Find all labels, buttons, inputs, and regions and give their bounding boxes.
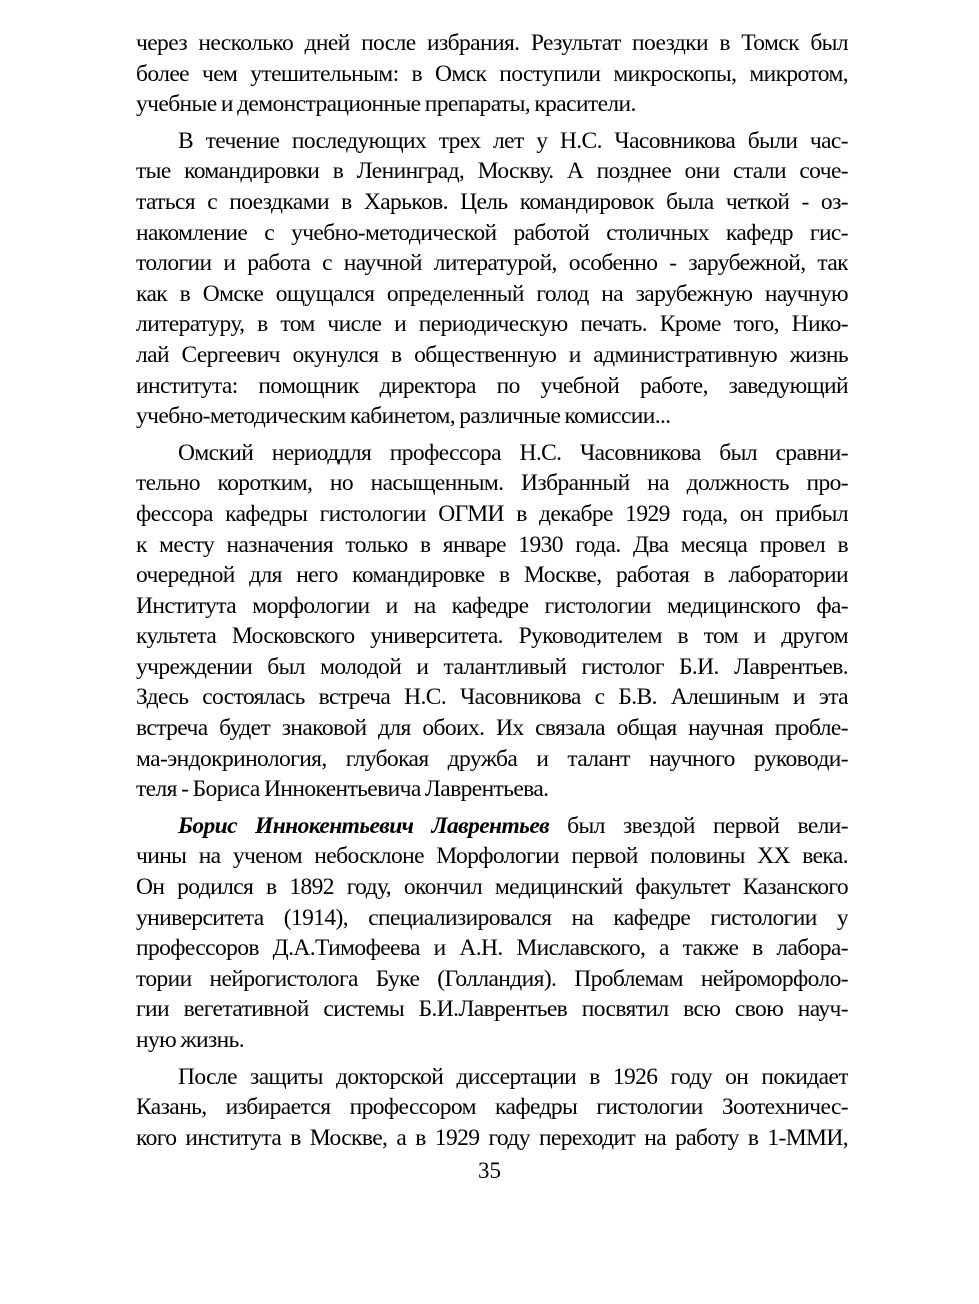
text-line: фессора кафедры гистологии ОГМИ в декабре 1929 года, он прибыл — [136, 500, 848, 527]
text-line: к месту назначения только в январе 1930 года. Два месяца провел в — [136, 531, 848, 558]
paragraph-4 — [136, 811, 848, 1056]
text-line: как в Омске ощущался определенный голод на зарубежную научную — [136, 280, 848, 307]
paragraph-1 — [136, 28, 848, 120]
text-line: более чем утешительным: в Омск поступили микроскопы, микротом, — [136, 60, 848, 87]
text-line — [136, 811, 848, 842]
text-line: через несколько дней после избрания. Результат поездки в Томск был — [136, 30, 848, 56]
text-line: тельно коротким, но насыщенным. Избранный на должность про- — [136, 470, 848, 497]
text-line: учебно-методическим кабинетом, различные комиссии... — [136, 403, 671, 430]
text-line: кого института в Москве, а в 1929 году переходит на работу в 1-ММИ, — [136, 1124, 848, 1151]
text-line: лай Сергеевич окунулся в общественную и административную жизнь — [136, 341, 848, 368]
person-name-emphasis: Борис Иннокентьевич Лаврентьев — [178, 812, 550, 839]
text-line: учреждении был молодой и талантливый гистолог Б.И. Лаврентьев. — [136, 653, 848, 680]
text-line: гии вегетативной системы Б.И.Лаврентьев посвятил всю свою науч- — [136, 996, 848, 1023]
text-line: очередной для него командировке в Москве, работая в лаборатории — [136, 562, 848, 589]
text-line: чины на ученом небосклоне Морфологии первой половины XX века. — [136, 843, 848, 870]
text-line: теля - Бориса Иннокентьевича Лаврентьева. — [136, 776, 549, 803]
text-line: Он родился в 1892 году, окончил медицинский факультет Казанского — [136, 874, 848, 901]
paragraph-3 — [136, 438, 848, 805]
page-number: 35 — [478, 1158, 501, 1183]
text-line: Института морфологии и на кафедре гистологии медицинского фа- — [136, 592, 848, 619]
text-line: профессоров Д.А.Тимофеева и А.Н. Миславского, а также в лабора- — [136, 935, 848, 962]
text-line: таться с поездками в Харьков. Цель командировок была четкой - оз- — [136, 188, 848, 215]
text-line: литературу, в том числе и периодическую печать. Кроме того, Нико- — [136, 311, 848, 338]
text-line: тологии и работа с научной литературой, особенно - зарубежной, так — [136, 250, 848, 277]
text-line: В течение последующих трех лет у Н.С. Часовникова были час- — [178, 127, 848, 154]
paragraph-2 — [136, 126, 848, 432]
text-line: института: помощник директора по учебной работе, заведующий — [136, 372, 848, 399]
text-line: накомление с учебно-методической работой столичных кафедр гис- — [136, 219, 848, 246]
text-line: тории нейрогистолога Буке (Голландия). Проблемам нейроморфоло- — [136, 965, 848, 992]
text-line: ма-эндокринология, глубокая дружба и талант научного руководи- — [136, 745, 848, 772]
text-line: тые командировки в Ленинград, Москву. А позднее они стали соче- — [136, 158, 848, 185]
text-line: Омский нериоддля профессора Н.С. Часовникова был сравни- — [178, 439, 848, 466]
text-line: Здесь состоялась встреча Н.С. Часовникова с Б.В. Алешиным и эта — [136, 684, 848, 711]
text-line: После защиты докторской диссертации в 1926 году он покидает — [178, 1063, 848, 1090]
text-line: ную жизнь. — [136, 1027, 245, 1053]
body-text — [136, 28, 848, 1153]
text-line: встреча будет знаковой для обоих. Их связала общая научная пробле- — [136, 715, 848, 742]
text-line: Казань, избирается профессором кафедры гистологии Зоотехничес- — [136, 1094, 848, 1121]
paragraph-5 — [136, 1062, 848, 1154]
text-line: учебные и демонстрационные препараты, красители. — [136, 91, 636, 118]
text-line: университета (1914), специализировался на кафедре гистологии у — [136, 904, 848, 931]
text-line: культета Московского университета. Руководителем в том и другом — [136, 623, 848, 650]
text-fragment: был звездой первой вели- — [549, 812, 848, 839]
